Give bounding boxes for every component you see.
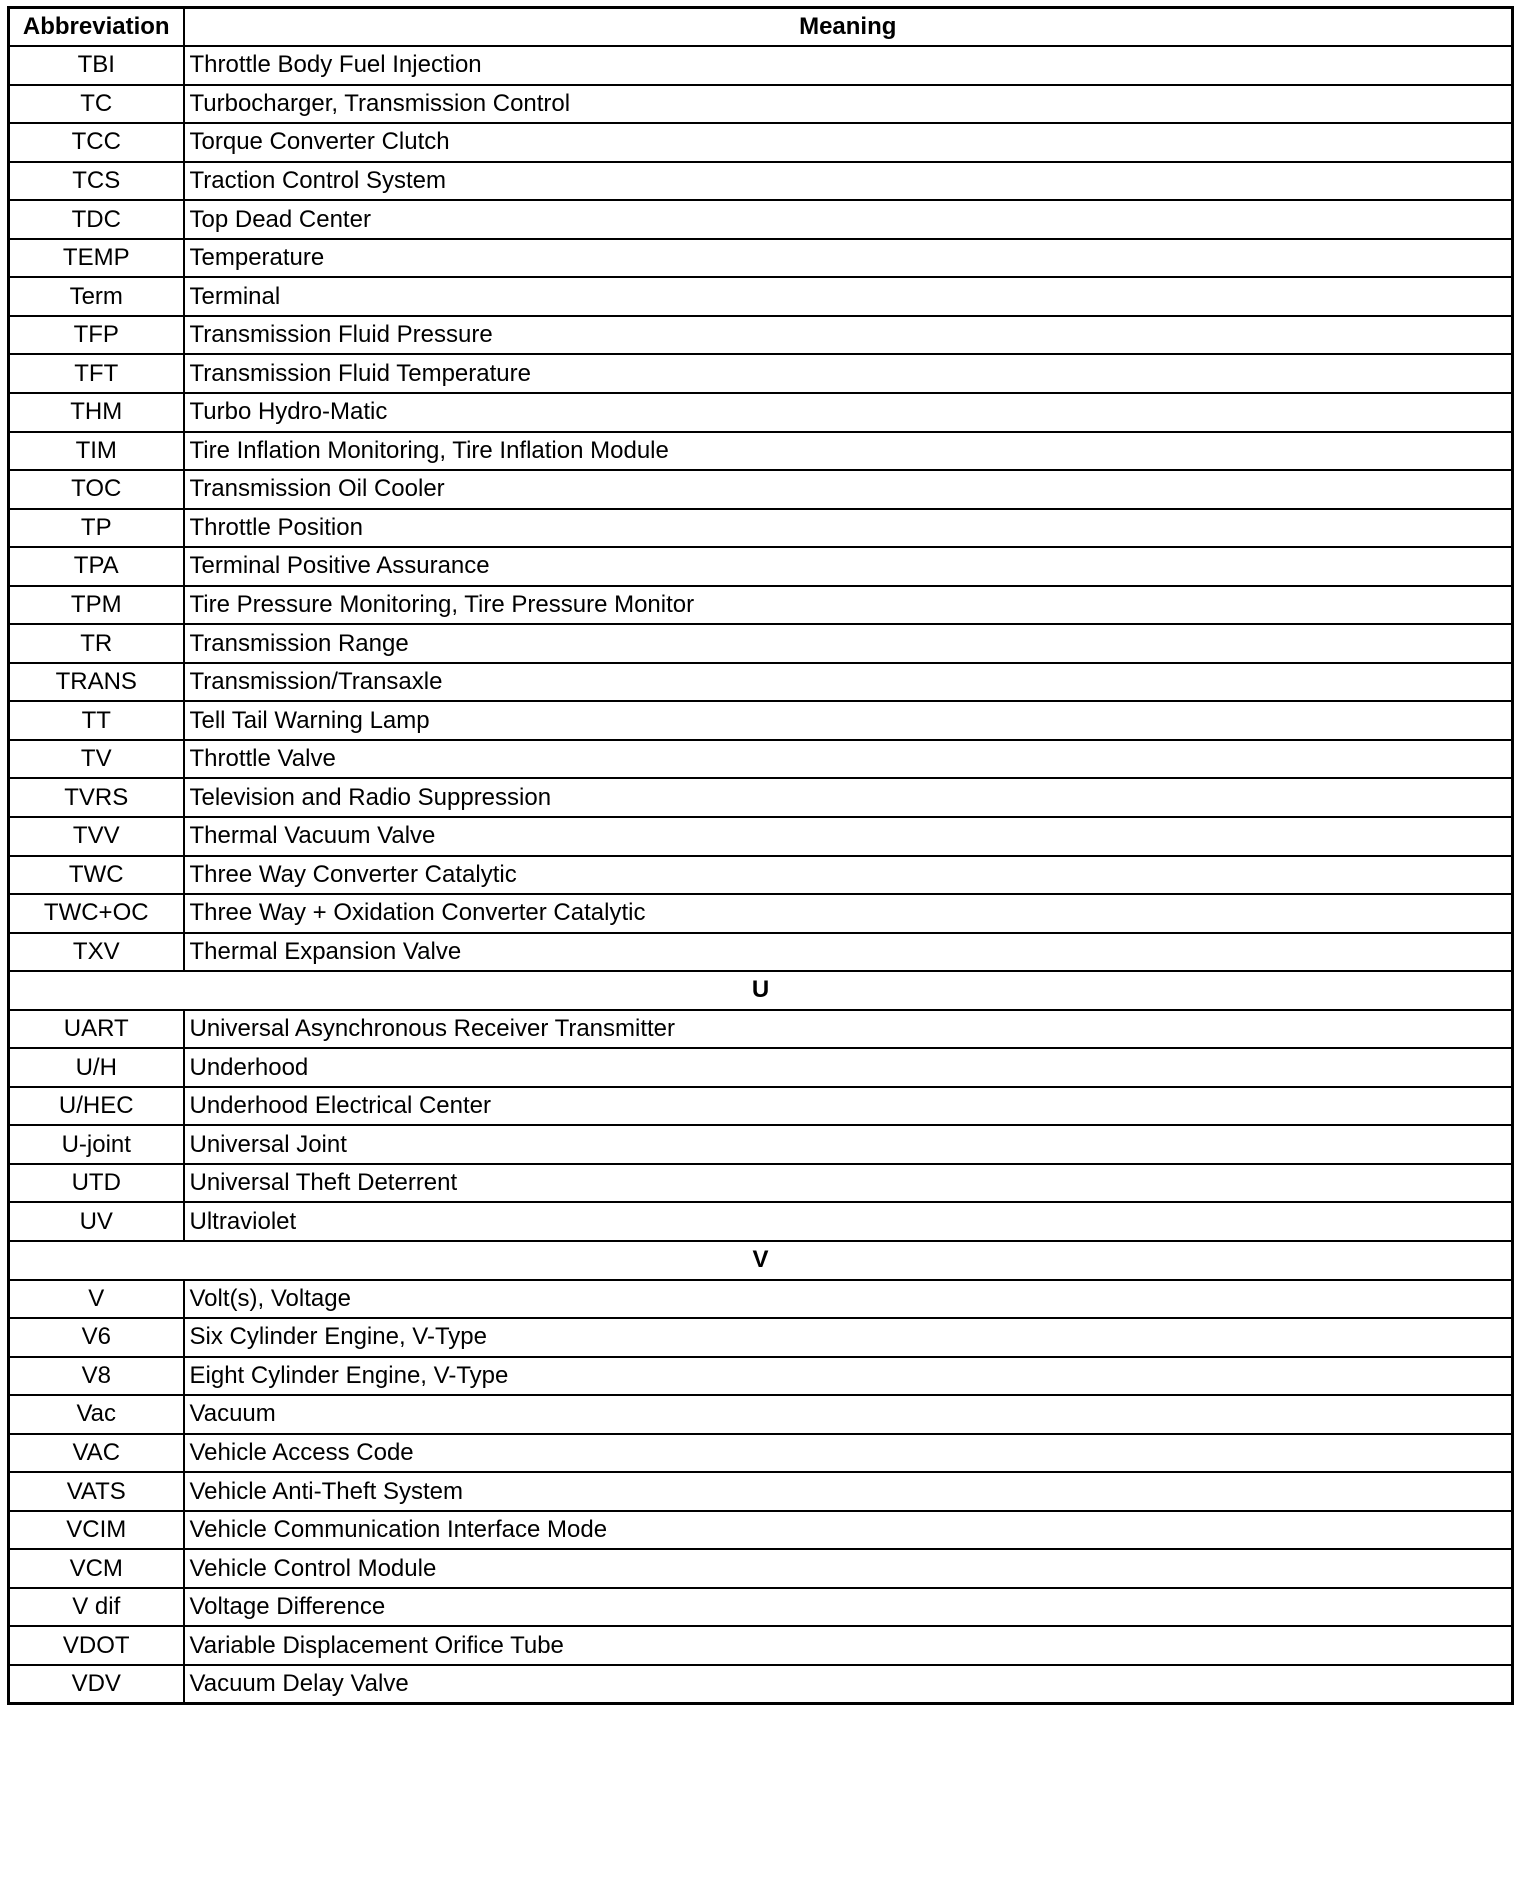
meaning-cell: Turbocharger, Transmission Control: [184, 85, 1513, 124]
table-row: [9, 547, 1513, 586]
meaning-cell: Underhood: [184, 1048, 1513, 1087]
meaning-cell: Universal Asynchronous Receiver Transmitter: [184, 1010, 1513, 1049]
abbreviation-cell: TVRS: [9, 778, 184, 817]
meaning-cell: Eight Cylinder Engine, V-Type: [184, 1357, 1513, 1396]
table-row: [9, 1202, 1513, 1241]
meaning-cell: Vehicle Control Module: [184, 1549, 1513, 1588]
meaning-cell: Three Way Converter Catalytic: [184, 856, 1513, 895]
abbreviation-column-header: Abbreviation: [9, 8, 184, 47]
table-row: [9, 46, 1513, 85]
table-row: [9, 1588, 1513, 1627]
table-row: [9, 316, 1513, 355]
meaning-cell: Throttle Body Fuel Injection: [184, 46, 1513, 85]
meaning-cell: Voltage Difference: [184, 1588, 1513, 1627]
abbreviation-cell: TFP: [9, 316, 184, 355]
table-row: [9, 1280, 1513, 1319]
abbreviation-cell: U-joint: [9, 1125, 184, 1164]
meaning-cell: Variable Displacement Orifice Tube: [184, 1626, 1513, 1665]
abbreviation-cell: TWC: [9, 856, 184, 895]
meaning-cell: Underhood Electrical Center: [184, 1087, 1513, 1126]
table-header: [9, 8, 1513, 47]
table-row: [9, 1549, 1513, 1588]
meaning-column-header: Meaning: [184, 8, 1513, 47]
abbreviation-cell: TPM: [9, 586, 184, 625]
table-row: [9, 1626, 1513, 1665]
abbreviation-cell: TPA: [9, 547, 184, 586]
table-row: [9, 470, 1513, 509]
meaning-cell: Volt(s), Voltage: [184, 1280, 1513, 1319]
table-row: [9, 1010, 1513, 1049]
table-row: [9, 393, 1513, 432]
table-row: [9, 1665, 1513, 1704]
abbreviation-cell: TBI: [9, 46, 184, 85]
meaning-cell: Universal Theft Deterrent: [184, 1164, 1513, 1203]
section-letter: V: [9, 1241, 1513, 1280]
abbreviation-cell: TEMP: [9, 239, 184, 278]
abbreviation-cell: Vac: [9, 1395, 184, 1434]
table-row: [9, 894, 1513, 933]
table-row: [9, 200, 1513, 239]
table-row: [9, 277, 1513, 316]
header-row: [9, 8, 1513, 47]
meaning-cell: Ultraviolet: [184, 1202, 1513, 1241]
table-row: [9, 85, 1513, 124]
abbreviation-cell: UV: [9, 1202, 184, 1241]
meaning-cell: Vacuum: [184, 1395, 1513, 1434]
meaning-cell: Tell Tail Warning Lamp: [184, 701, 1513, 740]
table-row: [9, 432, 1513, 471]
meaning-cell: Tire Inflation Monitoring, Tire Inflation Module: [184, 432, 1513, 471]
abbreviation-cell: VCM: [9, 1549, 184, 1588]
abbreviation-document: [7, 6, 1511, 1705]
meaning-cell: Thermal Vacuum Valve: [184, 817, 1513, 856]
meaning-cell: Top Dead Center: [184, 200, 1513, 239]
meaning-cell: Transmission Fluid Temperature: [184, 354, 1513, 393]
table-row: [9, 701, 1513, 740]
meaning-cell: Terminal Positive Assurance: [184, 547, 1513, 586]
table-row: [9, 1164, 1513, 1203]
meaning-cell: Three Way + Oxidation Converter Catalytic: [184, 894, 1513, 933]
meaning-cell: Throttle Valve: [184, 740, 1513, 779]
table-row: [9, 1511, 1513, 1550]
meaning-cell: Throttle Position: [184, 509, 1513, 548]
table-row: [9, 1087, 1513, 1126]
meaning-cell: Transmission Fluid Pressure: [184, 316, 1513, 355]
abbreviation-cell: VATS: [9, 1472, 184, 1511]
section-letter: U: [9, 971, 1513, 1010]
abbreviation-cell: TT: [9, 701, 184, 740]
meaning-cell: Transmission/Transaxle: [184, 663, 1513, 702]
table-row: [9, 933, 1513, 972]
abbreviation-cell: TP: [9, 509, 184, 548]
abbreviation-cell: TDC: [9, 200, 184, 239]
meaning-cell: Vehicle Communication Interface Mode: [184, 1511, 1513, 1550]
meaning-cell: Television and Radio Suppression: [184, 778, 1513, 817]
abbreviation-cell: TWC+OC: [9, 894, 184, 933]
table-row: [9, 509, 1513, 548]
meaning-cell: Vehicle Anti-Theft System: [184, 1472, 1513, 1511]
table-row: [9, 1048, 1513, 1087]
meaning-cell: Traction Control System: [184, 162, 1513, 201]
meaning-cell: Transmission Range: [184, 624, 1513, 663]
abbreviation-cell: V: [9, 1280, 184, 1319]
abbreviation-cell: V dif: [9, 1588, 184, 1627]
meaning-cell: Universal Joint: [184, 1125, 1513, 1164]
meaning-cell: Vacuum Delay Valve: [184, 1665, 1513, 1704]
table-row: [9, 778, 1513, 817]
abbreviation-cell: THM: [9, 393, 184, 432]
meaning-cell: Transmission Oil Cooler: [184, 470, 1513, 509]
table-row: [9, 239, 1513, 278]
table-row: [9, 856, 1513, 895]
abbreviation-cell: TIM: [9, 432, 184, 471]
abbreviation-cell: TCS: [9, 162, 184, 201]
abbreviation-cell: TXV: [9, 933, 184, 972]
abbreviation-cell: TVV: [9, 817, 184, 856]
section-header-row: [9, 1241, 1513, 1280]
abbreviation-cell: Term: [9, 277, 184, 316]
meaning-cell: Thermal Expansion Valve: [184, 933, 1513, 972]
abbreviation-cell: VDOT: [9, 1626, 184, 1665]
abbreviation-table: [7, 6, 1514, 1705]
abbreviation-cell: TRANS: [9, 663, 184, 702]
abbreviation-cell: TR: [9, 624, 184, 663]
table-row: [9, 1357, 1513, 1396]
table-row: [9, 817, 1513, 856]
meaning-cell: Turbo Hydro-Matic: [184, 393, 1513, 432]
table-row: [9, 1395, 1513, 1434]
table-row: [9, 624, 1513, 663]
abbreviation-cell: VAC: [9, 1434, 184, 1473]
meaning-cell: Torque Converter Clutch: [184, 123, 1513, 162]
table-row: [9, 1318, 1513, 1357]
table-row: [9, 663, 1513, 702]
table-row: [9, 586, 1513, 625]
table-row: [9, 354, 1513, 393]
abbreviation-cell: V6: [9, 1318, 184, 1357]
table-row: [9, 1472, 1513, 1511]
abbreviation-cell: VCIM: [9, 1511, 184, 1550]
meaning-cell: Temperature: [184, 239, 1513, 278]
abbreviation-cell: TV: [9, 740, 184, 779]
abbreviation-cell: UART: [9, 1010, 184, 1049]
section-header-row: [9, 971, 1513, 1010]
table-row: [9, 1434, 1513, 1473]
abbreviation-cell: TC: [9, 85, 184, 124]
abbreviation-cell: VDV: [9, 1665, 184, 1704]
abbreviation-cell: UTD: [9, 1164, 184, 1203]
abbreviation-cell: TCC: [9, 123, 184, 162]
table-row: [9, 740, 1513, 779]
abbreviation-cell: V8: [9, 1357, 184, 1396]
table-row: [9, 123, 1513, 162]
meaning-cell: Vehicle Access Code: [184, 1434, 1513, 1473]
meaning-cell: Tire Pressure Monitoring, Tire Pressure Monitor: [184, 586, 1513, 625]
abbreviation-cell: U/HEC: [9, 1087, 184, 1126]
meaning-cell: Terminal: [184, 277, 1513, 316]
table-body: [9, 46, 1513, 1704]
abbreviation-cell: TOC: [9, 470, 184, 509]
meaning-cell: Six Cylinder Engine, V-Type: [184, 1318, 1513, 1357]
table-row: [9, 1125, 1513, 1164]
abbreviation-cell: TFT: [9, 354, 184, 393]
table-row: [9, 162, 1513, 201]
abbreviation-cell: U/H: [9, 1048, 184, 1087]
